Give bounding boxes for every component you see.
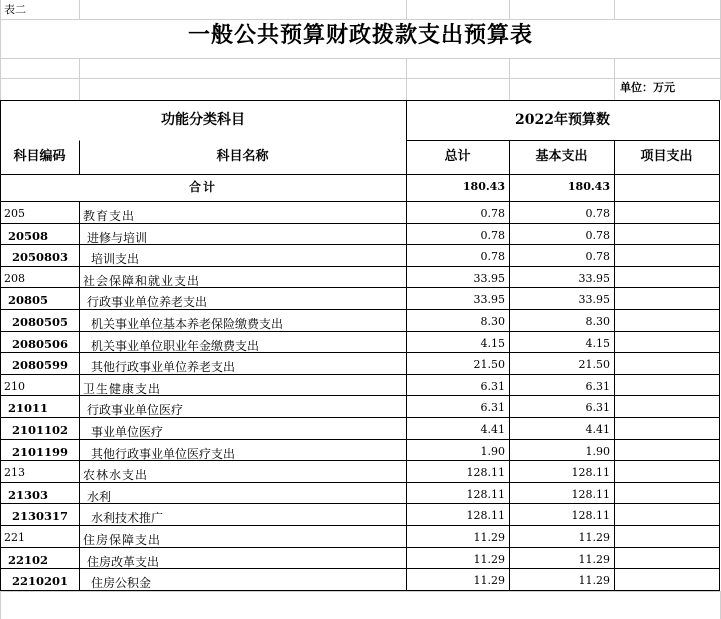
row-code: 2080506 (12, 336, 69, 351)
row-total: 128.11 (466, 509, 505, 523)
row-code: 2080599 (12, 358, 69, 373)
table-row (0, 483, 721, 505)
row-total: 8.30 (480, 315, 505, 328)
table-row (0, 288, 721, 310)
table-row (0, 224, 721, 246)
row-basic: 11.29 (578, 574, 610, 588)
sheet-note: 表二 (4, 3, 26, 16)
row-basic: 4.15 (585, 336, 610, 350)
row-code: 210 (4, 379, 25, 393)
row-basic: 0.78 (585, 228, 610, 242)
row-total: 1.90 (480, 444, 505, 458)
row-total: 6.31 (480, 379, 505, 393)
table-row (0, 245, 721, 267)
row-basic: 11.29 (578, 531, 610, 544)
row-code: 2130317 (12, 509, 69, 524)
row-name: 水利 (87, 489, 112, 504)
row-code: 205 (4, 207, 25, 220)
table-row (0, 202, 721, 224)
row-basic: 128.11 (571, 466, 610, 480)
row-basic: 8.30 (585, 315, 610, 328)
row-total: 21.50 (473, 358, 505, 372)
row-total: 33.95 (473, 293, 505, 307)
table-row (0, 548, 721, 570)
table-row (0, 353, 721, 375)
row-basic: 11.29 (578, 552, 610, 566)
table-row (0, 267, 721, 289)
row-basic: 21.50 (578, 358, 610, 372)
row-total: 4.15 (480, 336, 505, 350)
header-basic: 基本支出 (535, 149, 588, 164)
row-code: 208 (4, 271, 25, 285)
row-basic: 6.31 (585, 379, 610, 393)
table-row (0, 310, 721, 332)
row-total: 0.78 (480, 207, 505, 220)
table-row (0, 396, 721, 418)
table-row (0, 332, 721, 354)
page-title: 一般公共预算财政拨款支出预算表 (187, 22, 533, 48)
row-total: 4.41 (480, 423, 505, 436)
row-code: 2101102 (12, 423, 69, 437)
unit-label: 单位：万元 (620, 81, 675, 94)
header-total: 总计 (444, 149, 471, 164)
row-name: 机关事业单位职业年金缴费支出 (91, 338, 260, 353)
row-total: 128.11 (466, 487, 505, 501)
row-basic: 0.78 (585, 207, 610, 220)
table-row (0, 526, 721, 548)
header-code: 科目编码 (13, 149, 66, 164)
row-name: 事业单位医疗 (91, 425, 164, 439)
header-name: 科目名称 (216, 149, 269, 164)
row-name: 农林水支出 (83, 468, 149, 483)
row-basic: 128.11 (571, 487, 610, 501)
table-row (0, 569, 721, 591)
row-name: 机关事业单位基本养老保险缴费支出 (91, 317, 284, 331)
row-total: 0.78 (480, 250, 505, 264)
table-row (0, 504, 721, 526)
row-code: 2210201 (12, 574, 69, 589)
row-total: 11.29 (473, 531, 505, 544)
table-row (0, 440, 721, 462)
row-code: 2080505 (12, 315, 69, 329)
row-total: 0.78 (480, 228, 505, 242)
row-code: 213 (4, 466, 25, 480)
row-code: 2101199 (12, 444, 69, 459)
row-name: 住房公积金 (91, 576, 152, 591)
row-basic: 0.78 (585, 250, 610, 264)
row-basic: 33.95 (578, 293, 610, 307)
summary-basic: 180.43 (567, 180, 610, 193)
row-code: 20508 (8, 228, 49, 243)
table-row (0, 375, 721, 397)
header-project: 项目支出 (640, 149, 693, 164)
summary-total: 180.43 (462, 180, 505, 193)
row-total: 33.95 (473, 271, 505, 285)
header-year-group: 2022年预算数 (515, 112, 610, 128)
row-basic: 33.95 (578, 271, 610, 285)
row-name: 水利技术推广 (91, 511, 164, 526)
row-name: 卫生健康支出 (83, 381, 162, 396)
row-code: 2050803 (12, 250, 69, 265)
row-code: 21011 (8, 401, 49, 416)
row-name: 行政事业单位养老支出 (87, 295, 208, 310)
table-row (0, 461, 721, 483)
row-basic: 6.31 (585, 401, 610, 415)
row-basic: 128.11 (571, 509, 610, 523)
row-name: 培训支出 (91, 252, 140, 267)
header-function-group: 功能分类科目 (161, 112, 245, 128)
row-name: 其他行政事业单位养老支出 (91, 360, 236, 375)
row-name: 教育支出 (83, 209, 136, 223)
row-code: 21303 (8, 487, 49, 502)
row-name: 住房改革支出 (87, 554, 160, 569)
row-total: 6.31 (480, 401, 505, 415)
row-name: 住房保障支出 (83, 533, 162, 547)
row-name: 其他行政事业单位医疗支出 (91, 446, 236, 461)
row-name: 进修与培训 (87, 230, 148, 245)
row-name: 社会保障和就业支出 (83, 273, 201, 288)
row-total: 11.29 (473, 552, 505, 566)
row-total: 11.29 (473, 574, 505, 588)
table-row (0, 418, 721, 440)
row-code: 22102 (8, 552, 49, 567)
row-name: 行政事业单位医疗 (87, 403, 184, 418)
row-basic: 1.90 (585, 444, 610, 458)
summary-label: 合计 (188, 180, 217, 194)
row-basic: 4.41 (585, 423, 610, 436)
row-total: 128.11 (466, 466, 505, 480)
row-code: 20805 (8, 293, 49, 308)
row-code: 221 (4, 531, 25, 544)
